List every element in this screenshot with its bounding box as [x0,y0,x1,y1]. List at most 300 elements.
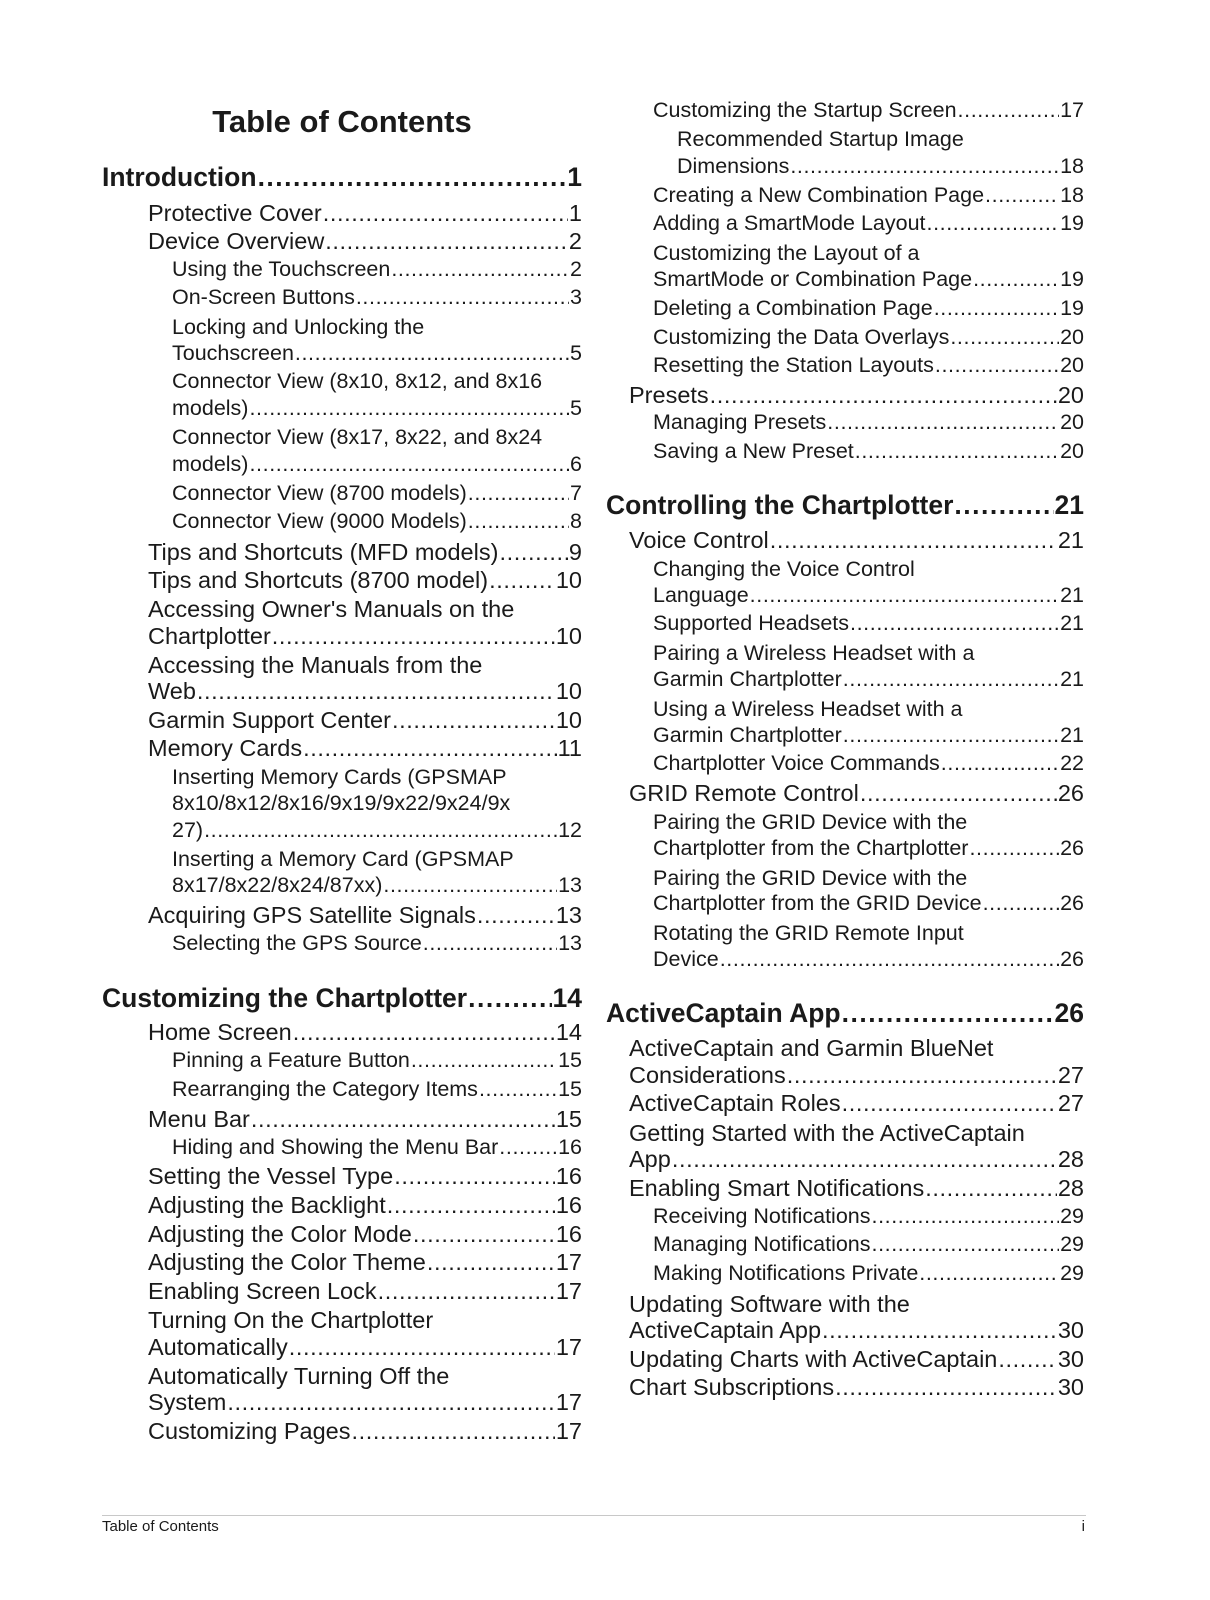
toc-entry[interactable] [653,611,1084,636]
toc-dot-leader [394,1163,555,1190]
toc-page-number: 16 [555,1221,582,1247]
toc-dot-leader [289,1334,555,1361]
toc-entry[interactable] [172,1135,582,1160]
toc-entry[interactable] [629,527,1084,554]
toc-entry[interactable] [172,396,582,421]
toc-entry-title: Customizing the Layout of a [653,241,920,265]
toc-page-number: 2 [568,228,582,254]
toc-entry-title: Menu Bar [148,1106,250,1132]
toc-entry-title: ActiveCaptain App [629,1317,822,1343]
toc-page-number: 17 [555,1278,582,1304]
toc-entry[interactable] [172,425,582,450]
toc-entry-title: Pairing a Wireless Headset with a [653,641,975,665]
toc-entry[interactable] [148,678,582,705]
toc-entry-title: Enabling Smart Notifications [629,1175,925,1201]
toc-entry-title: Chartplotter Voice Commands [653,751,940,775]
toc-entry-title: Controlling the Chartplotter [606,490,954,520]
toc-entry[interactable] [629,1374,1084,1401]
toc-page-number: 13 [555,902,582,928]
toc-entry-title: Customizing the Startup Screen [653,98,957,122]
toc-entry-title: models) [172,452,249,476]
toc-entry[interactable] [653,410,1084,435]
toc-entry-title: Customizing the Data Overlays [653,325,950,349]
toc-entry-title: Adjusting the Backlight [148,1192,386,1218]
toc-entry[interactable] [653,947,1084,972]
toc-entry-title: Garmin Chartplotter [653,723,842,747]
toc-section-heading[interactable] [606,490,1084,521]
toc-dot-leader [499,1135,557,1160]
toc-page-number: 27 [1057,1090,1084,1116]
toc-dot-leader [468,509,569,534]
toc-page-number: 19 [1060,211,1084,235]
toc-entry-title: Accessing Owner's Manuals on the [148,596,515,622]
toc-entry[interactable] [653,810,1084,835]
toc-page-number: 10 [555,707,582,733]
toc-entry-title: SmartMode or Combination Page [653,267,973,291]
toc-entry[interactable] [653,325,1084,350]
toc-entry[interactable] [653,557,1084,582]
toc-page-number: 26 [1054,998,1084,1028]
toc-entry[interactable] [629,1317,1084,1344]
toc-entry[interactable] [148,1307,582,1334]
toc-page-number: 21 [1057,527,1084,553]
toc-entry-title: Automatically Turning Off the [148,1363,450,1389]
toc-entry-title: Setting the Vessel Type [148,1163,394,1189]
toc-entry-title: Customizing Pages [148,1418,351,1444]
toc-entry[interactable] [148,1221,582,1248]
toc-dot-leader [378,1278,555,1305]
toc-entry-title: Voice Control [629,527,769,553]
toc-page-number: 8 [570,509,582,533]
toc-page-number: 16 [555,1163,582,1189]
toc-entry[interactable] [677,127,1084,152]
toc-entry[interactable] [148,228,582,255]
toc-page-number: 14 [552,983,582,1013]
toc-entry-title: Garmin Chartplotter [653,667,842,691]
toc-entry-title: Chartplotter from the Chartplotter [653,836,969,860]
toc-page-number: 1 [568,200,582,226]
toc-dot-leader [468,481,569,506]
toc-dot-leader [423,931,557,956]
toc-page-number: 15 [558,1077,582,1101]
toc-entry[interactable] [172,931,582,956]
toc-entry-title: Language [653,583,749,607]
toc-page-number: 19 [1060,267,1084,291]
toc-page-number: 1 [567,162,582,192]
toc-page-number: 17 [555,1334,582,1360]
toc-entry-title: Web [148,678,196,704]
toc-page-number: 26 [1060,891,1084,915]
toc-dot-leader [499,539,567,566]
toc-entry-title: Presets [629,382,709,408]
toc-page-number: 30 [1057,1374,1084,1400]
toc-page-number: 18 [1060,154,1084,178]
toc-dot-leader [860,780,1057,807]
toc-entry-title: Creating a New Combination Page [653,183,985,207]
toc-page-number: 16 [555,1192,582,1218]
toc-entry[interactable] [629,1146,1084,1173]
toc-entry[interactable] [172,818,582,843]
toc-entry[interactable] [148,567,582,594]
toc-entry-title: 27) [172,818,204,842]
toc-entry[interactable] [653,98,1084,123]
toc-entry-title: ActiveCaptain App [606,998,841,1028]
toc-dot-leader [872,1232,1060,1257]
toc-entry-title: Resetting the Station Layouts [653,353,934,377]
toc-entry-title: Getting Started with the ActiveCaptain [629,1120,1025,1146]
toc-dot-leader [413,1221,555,1248]
toc-entry[interactable] [148,200,582,227]
toc-entry-title: Supported Headsets [653,611,850,635]
toc-entry-title: Tips and Shortcuts (8700 model) [148,567,489,593]
toc-entry-title: System [148,1389,227,1415]
toc-entry[interactable] [172,791,582,816]
toc-entry[interactable] [148,1106,582,1133]
toc-entry-title: Making Notifications Private [653,1261,919,1285]
toc-entry[interactable] [172,341,582,366]
toc-page-number: 15 [555,1106,582,1132]
toc-entry[interactable] [653,697,1084,722]
toc-entry-title: Home Screen [148,1019,292,1045]
toc-entry[interactable] [172,452,582,477]
toc-entry-title: Chartplotter [148,623,271,649]
toc-dot-leader [835,1374,1057,1401]
toc-entry[interactable] [653,267,1084,292]
toc-entry-title: Hiding and Showing the Menu Bar [172,1135,499,1159]
toc-page-number: 20 [1060,410,1084,434]
toc-entry[interactable] [629,1035,1084,1062]
toc-entry-title: Rearranging the Category Items [172,1077,478,1101]
toc-dot-leader [720,947,1059,972]
toc-entry-title: Customizing the Chartplotter [102,983,468,1013]
toc-page-number: 20 [1060,325,1084,349]
toc-page-number: 17 [555,1389,582,1415]
toc-page-number: 21 [1060,583,1084,607]
toc-entry-title: Chartplotter from the GRID Device [653,891,982,915]
toc-dot-leader [822,1317,1057,1344]
toc-dot-leader [941,751,1059,776]
toc-entry-title: Inserting Memory Cards (GPSMAP [172,765,507,789]
toc-entry-title: ActiveCaptain and Garmin BlueNet [629,1035,994,1061]
toc-entry[interactable] [653,183,1084,208]
toc-dot-leader [950,325,1059,350]
toc-entry-title: Adjusting the Color Mode [148,1221,412,1247]
toc-entry[interactable] [677,154,1084,179]
toc-page-number: 20 [1060,439,1084,463]
toc-page-number: 29 [1060,1261,1084,1285]
page-title: Table of Contents [212,104,472,139]
toc-entry[interactable] [148,707,582,734]
toc-dot-leader [925,1175,1057,1202]
toc-entry[interactable] [629,1175,1084,1202]
toc-dot-leader [958,98,1060,123]
toc-page-number: 17 [1060,98,1084,122]
toc-entry[interactable] [629,780,1084,807]
toc-page-number: 10 [555,623,582,649]
toc-dot-leader [411,1048,557,1073]
toc-page-number: 26 [1060,836,1084,860]
toc-entry-title: Acquiring GPS Satellite Signals [148,902,476,928]
toc-entry[interactable] [172,257,582,282]
toc-dot-leader [969,836,1059,861]
toc-entry-title: ActiveCaptain Roles [629,1090,841,1116]
toc-dot-leader [204,818,557,843]
toc-entry-title: Memory Cards [148,735,303,761]
toc-entry-title: Automatically [148,1334,288,1360]
toc-page-number: 7 [570,481,582,505]
toc-entry[interactable] [629,1120,1084,1147]
toc-entry-title: Changing the Voice Control [653,557,915,581]
toc-entry-title: Connector View (9000 Models) [172,509,467,533]
toc-entry[interactable] [148,623,582,650]
toc-entry[interactable] [653,583,1084,608]
toc-entry[interactable] [653,836,1084,861]
toc-dot-leader [842,998,1054,1029]
toc-section-heading[interactable] [102,162,582,193]
toc-page-number: 11 [557,735,582,761]
toc-dot-leader [392,707,555,734]
toc-entry[interactable] [148,539,582,566]
toc-dot-leader [710,382,1057,409]
toc-entry-title: Pairing the GRID Device with the [653,810,968,834]
toc-entry-title: Connector View (8x10, 8x12, and 8x16 [172,369,543,393]
toc-dot-leader [850,611,1059,636]
toc-dot-leader [351,1418,554,1445]
toc-entry[interactable] [653,1204,1084,1229]
toc-entry[interactable] [148,1019,582,1046]
toc-entry[interactable] [653,641,1084,666]
toc-entry-title: Selecting the GPS Source [172,931,422,955]
toc-entry[interactable] [172,509,582,534]
toc-dot-leader [973,267,1059,292]
toc-entry-title: Garmin Support Center [148,707,391,733]
toc-page-number: 12 [558,818,582,842]
toc-entry[interactable] [653,866,1084,891]
toc-page-number: 21 [1060,667,1084,691]
toc-dot-leader [251,1106,555,1133]
footer-page-number: i [1081,1518,1085,1535]
toc-entry-title: Touchscreen [172,341,294,365]
toc-entry[interactable] [172,873,582,898]
toc-entry[interactable] [148,1163,582,1190]
toc-entry[interactable] [629,382,1084,409]
toc-entry[interactable] [653,439,1084,464]
toc-entry[interactable] [653,241,1084,266]
toc-dot-leader [303,735,557,762]
toc-dot-leader [249,396,569,421]
toc-dot-leader [468,983,551,1014]
toc-entry[interactable] [148,652,582,679]
toc-page-number: 14 [555,1019,582,1045]
toc-entry[interactable] [148,596,582,623]
toc-entry-title: Accessing the Manuals from the [148,652,483,678]
toc-entry[interactable] [172,481,582,506]
toc-entry-title: Connector View (8700 models) [172,481,467,505]
toc-section-heading[interactable] [102,983,582,1014]
toc-page-number: 29 [1060,1204,1084,1228]
toc-section-heading[interactable] [606,998,1084,1029]
toc-entry-title: Enabling Screen Lock [148,1278,377,1304]
toc-page-number: 21 [1060,723,1084,747]
toc-entry[interactable] [148,902,582,929]
toc-entry[interactable] [653,296,1084,321]
toc-dot-leader [427,1249,555,1276]
footer-section-label: Table of Contents [102,1518,219,1535]
toc-dot-leader [295,341,569,366]
toc-page-number: 21 [1060,611,1084,635]
toc-dot-leader [827,410,1059,435]
toc-dot-leader [770,527,1057,554]
toc-page-number: 27 [1057,1062,1084,1088]
toc-entry[interactable] [172,1048,582,1073]
toc-entry[interactable] [148,1192,582,1219]
toc-entry[interactable] [653,211,1084,236]
toc-entry-title: Considerations [629,1062,786,1088]
toc-entry[interactable] [653,891,1084,916]
toc-entry[interactable] [148,1389,582,1416]
toc-dot-leader [325,228,568,255]
toc-dot-leader [258,162,567,193]
toc-page-number: 29 [1060,1232,1084,1256]
toc-entry[interactable] [172,1077,582,1102]
toc-dot-leader [843,723,1059,748]
toc-entry-title: 8x10/8x12/8x16/9x19/9x22/9x24/9x [172,791,511,815]
toc-entry-title: Adding a SmartMode Layout [653,211,926,235]
toc-entry-title: GRID Remote Control [629,780,859,806]
toc-entry-title: Device Overview [148,228,325,254]
toc-dot-leader [479,1077,557,1102]
toc-page-number: 15 [558,1048,582,1072]
toc-dot-leader [272,623,555,650]
toc-entry-title: Updating Charts with ActiveCaptain [629,1346,998,1372]
toc-dot-leader [954,490,1053,521]
toc-entry[interactable] [148,1278,582,1305]
toc-entry[interactable] [172,285,582,310]
toc-entry-title: Pairing the GRID Device with the [653,866,968,890]
toc-entry[interactable] [653,667,1084,692]
toc-entry[interactable] [629,1291,1084,1318]
toc-dot-leader [383,873,557,898]
toc-page-number: 6 [570,452,582,476]
toc-entry[interactable] [148,735,582,762]
toc-dot-leader [356,285,569,310]
toc-entry[interactable] [653,1232,1084,1257]
toc-entry[interactable] [653,353,1084,378]
toc-entry[interactable] [653,751,1084,776]
toc-entry[interactable] [148,1363,582,1390]
toc-page-number: 5 [570,341,582,365]
toc-page-number: 20 [1060,353,1084,377]
toc-entry-title: Connector View (8x17, 8x22, and 8x24 [172,425,543,449]
toc-dot-leader [934,296,1059,321]
toc-page-number: 26 [1057,780,1084,806]
toc-dot-leader [227,1389,555,1416]
toc-entry-title: Updating Software with the [629,1291,910,1317]
toc-dot-leader [790,154,1059,179]
toc-entry[interactable] [653,723,1084,748]
toc-entry-title: Tips and Shortcuts (MFD models) [148,539,499,565]
toc-entry[interactable] [148,1418,582,1445]
toc-dot-leader [843,667,1059,692]
toc-entry[interactable] [148,1249,582,1276]
toc-entry-title: Managing Notifications [653,1232,871,1256]
toc-page-number: 17 [555,1249,582,1275]
toc-page-number: 16 [558,1135,582,1159]
toc-entry-title: Recommended Startup Image [677,127,964,151]
toc-entry-title: Pinning a Feature Button [172,1048,410,1072]
toc-page-number: 10 [555,678,582,704]
toc-page-number: 30 [1057,1346,1084,1372]
toc-dot-leader [197,678,555,705]
toc-entry-title: Rotating the GRID Remote Input [653,921,964,945]
toc-entry[interactable] [172,847,582,872]
toc-entry-title: Dimensions [677,154,790,178]
toc-dot-leader [477,902,555,929]
toc-dot-leader [750,583,1059,608]
toc-page-number: 19 [1060,296,1084,320]
toc-dot-leader [919,1261,1059,1286]
toc-page-number: 30 [1057,1317,1084,1343]
toc-entry[interactable] [629,1346,1084,1373]
toc-dot-leader [855,439,1059,464]
toc-entry-title: Deleting a Combination Page [653,296,933,320]
toc-entry-title: Using a Wireless Headset with a [653,697,963,721]
toc-page-number: 10 [555,567,582,593]
toc-entry-title: Device [653,947,719,971]
toc-entry[interactable] [172,369,582,394]
toc-page-number: 17 [555,1418,582,1444]
toc-dot-leader [672,1146,1057,1173]
toc-page-number: 2 [570,257,582,281]
toc-entry-title: On-Screen Buttons [172,285,355,309]
toc-entry-title: Managing Presets [653,410,827,434]
toc-page-number: 9 [568,539,582,565]
toc-entry[interactable] [629,1090,1084,1117]
toc-page-number: 21 [1054,490,1084,520]
toc-entry-title: 8x17/8x22/8x24/87xx) [172,873,383,897]
toc-entry-title: App [629,1146,671,1172]
toc-entry[interactable] [172,315,582,340]
toc-page-number: 22 [1060,751,1084,775]
toc-dot-leader [787,1062,1057,1089]
toc-entry[interactable] [629,1062,1084,1089]
toc-dot-leader [983,891,1059,916]
toc-entry[interactable] [172,765,582,790]
toc-dot-leader [489,567,555,594]
footer-divider [102,1515,1086,1516]
toc-dot-leader [249,452,569,477]
toc-page-number: 20 [1057,382,1084,408]
toc-entry-title: Protective Cover [148,200,322,226]
toc-page-number: 13 [558,931,582,955]
toc-entry-title: Introduction [102,162,257,192]
toc-entry-title: Adjusting the Color Theme [148,1249,426,1275]
toc-entry[interactable] [653,1261,1084,1286]
toc-entry-title: Using the Touchscreen [172,257,391,281]
toc-entry-title: Chart Subscriptions [629,1374,835,1400]
toc-entry[interactable] [148,1334,582,1361]
toc-page-number: 26 [1060,947,1084,971]
toc-entry-title: Saving a New Preset [653,439,854,463]
toc-dot-leader [293,1019,555,1046]
toc-page-number: 13 [558,873,582,897]
toc-entry-title: Receiving Notifications [653,1204,871,1228]
toc-page-number: 5 [570,396,582,420]
toc-entry[interactable] [653,921,1084,946]
toc-entry-title: Locking and Unlocking the [172,315,425,339]
toc-page-number: 28 [1057,1146,1084,1172]
toc-dot-leader [935,353,1059,378]
